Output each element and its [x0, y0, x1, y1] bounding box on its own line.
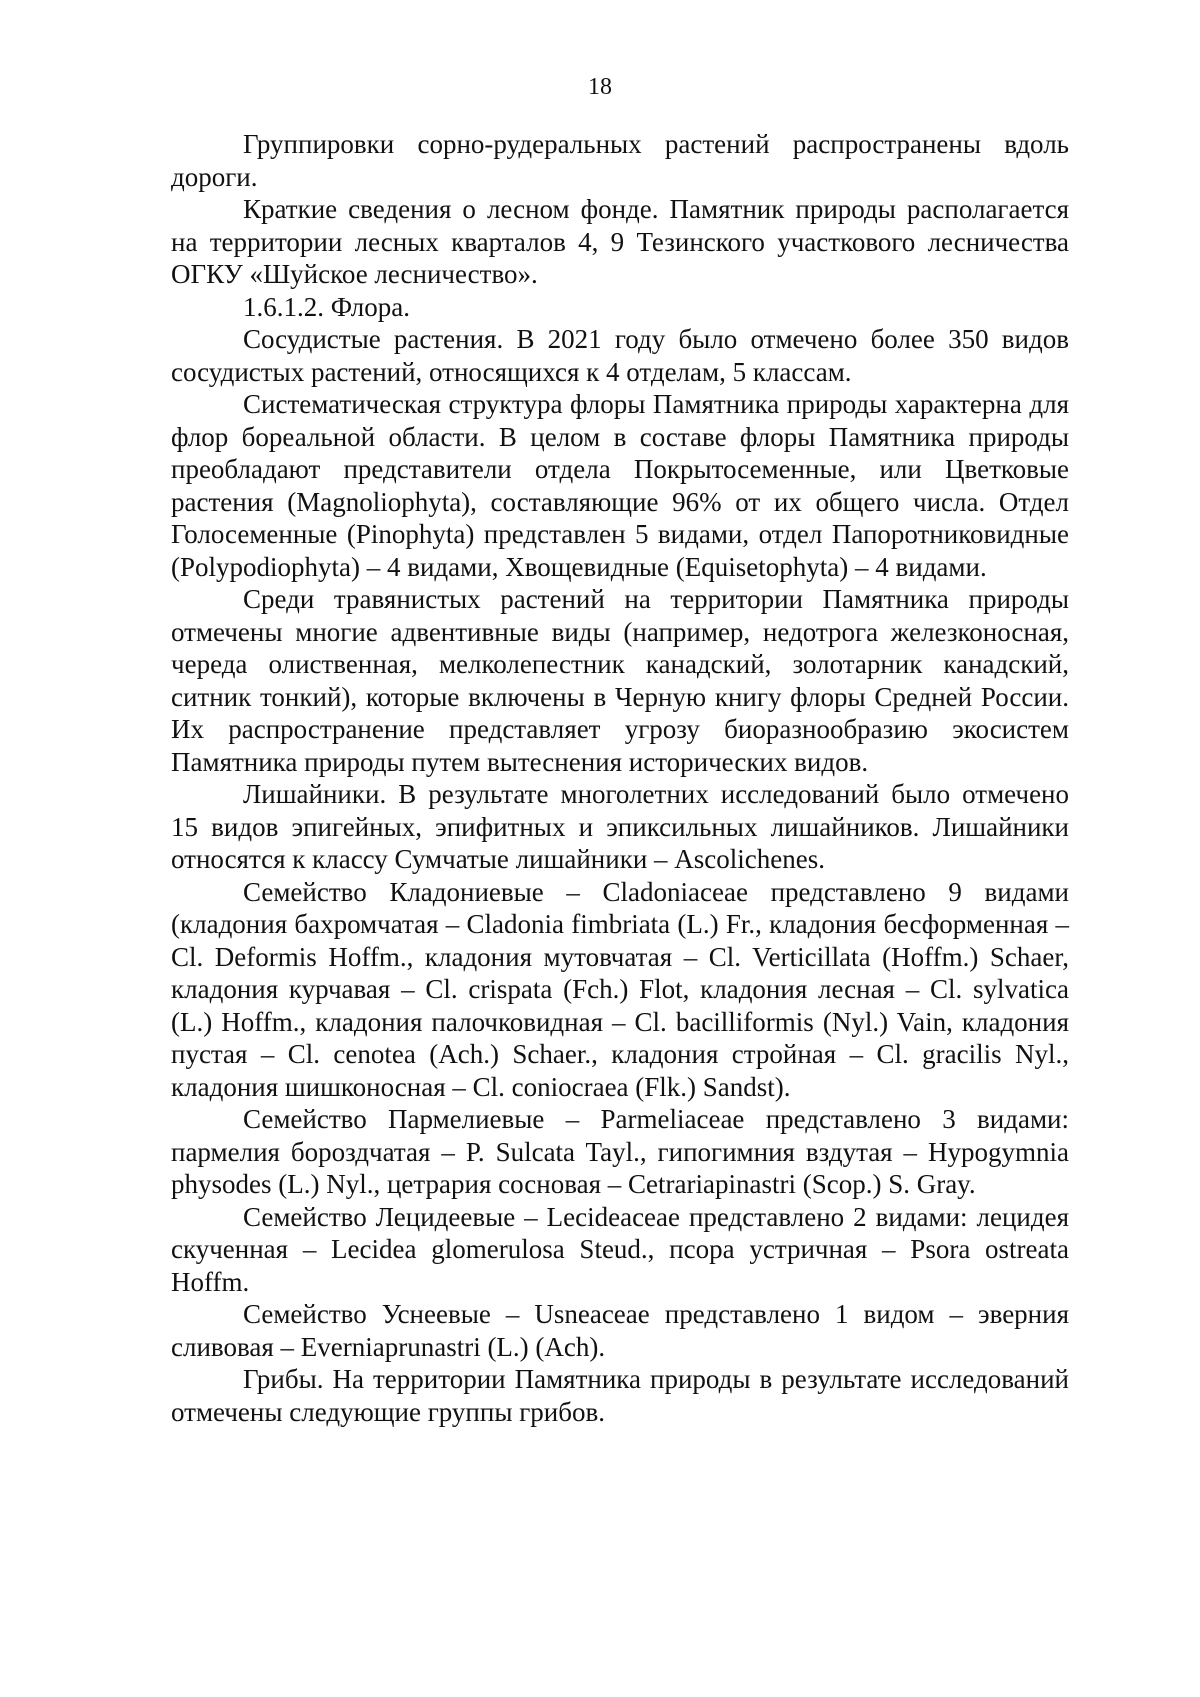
- body-text: [171, 128, 1069, 1428]
- paragraph-vascular-plants: Сосудистые растения. В 2021 году было отмечено более 350 видов сосудистых растений, относящихся к 4 отделам, 5 классам.: [171, 324, 1069, 387]
- paragraph-lecideaceae: Семейство Лецидеевые – Lecideaceae представлено 2 видами: лецидея скученная – Lecidea glomerulosa Steud., псора устричная – Psora ostreata Hoffm.: [171, 1201, 1069, 1297]
- paragraph-lichens: Лишайники. В результате многолетних исследований было отмечено 15 видов эпигейных, эпифитных и эпиксильных лишайников. Лишайники относятся к классу Сумчатые лишайники – Ascolichenes.: [171, 779, 1069, 874]
- paragraph-adventive-species: Среди травянистых растений на территории Памятника природы отмечены многие адвентивные виды (например, недотрога железконосная, череда олиственная, мелколепестник канадский, золотарник канадский, ситник тонкий), которые включены в Черную книгу флоры Средней России. Их распространение представляет угрозу биоразнообразию экосистем Памятника природы путем вытеснения исторических видов.: [171, 584, 1069, 777]
- section-heading-flora: 1.6.1.2. Флора.: [243, 291, 410, 322]
- page-number: 18: [588, 74, 612, 100]
- paragraph-ruderal-groups: Группировки сорно-рудеральных растений распространены вдоль дороги.: [171, 129, 1069, 192]
- paragraph-usneaceae: Семейство Уснеевые – Usneaceae представлено 1 видом – эверния сливовая – Everniaprunastri (L.) (Ach).: [171, 1299, 1069, 1362]
- paragraph-fungi: Грибы. На территории Памятника природы в результате исследований отмечены следующие группы грибов.: [171, 1364, 1069, 1427]
- paragraph-parmeliaceae: Семейство Пармелиевые – Parmeliaceae представлено 3 видами: пармелия бороздчатая – P. Sulcata Tayl., гипогимния вздутая – Hypogymnia physodes (L.) Nyl., цетрария сосновая – Cetrariapinastri (Scop.) S. Gray.: [171, 1104, 1069, 1199]
- paragraph-forest-fund: Краткие сведения о лесном фонде. Памятник природы располагается на территории лесных кварталов 4, 9 Тезинского участкового лесничества ОГКУ «Шуйское лесничество».: [171, 194, 1069, 289]
- paragraph-cladoniaceae: Семейство Кладониевые – Cladoniaceae представлено 9 видами (кладония бахромчатая – Cladonia fimbriata (L.) Fr., кладония бесформенная – Cl. Deformis Hoffm., кладония мутовчатая – Cl. Verticillata (Hoffm.) Schaer, кладония курчавая – Cl. crispata (Fch.) Flot, кладония лесная – Cl. sylvatica (L.) Hoffm., кладония палочковидная – Cl. bacilliformis (Nyl.) Vain, кладония пустая – Cl. cenotea (Ach.) Schaer., кладония стройная – Cl. gracilis Nyl., кладония шишконосная – Cl. coniocraea (Flk.) Sandst).: [171, 876, 1069, 1102]
- paragraph-systematic-structure: Систематическая структура флоры Памятника природы характерна для флор бореальной области. В целом в составе флоры Памятника природы преобладают представители отдела Покрытосеменные, или Цветковые растения (Magnoliophyta), составляющие 96% от их общего числа. Отдел Голосеменные (Pinophyta) представлен 5 видами, отдел Папоротниковидные (Polypodiophyta) – 4 видами, Хвощевидные (Equisetophyta) – 4 видами.: [171, 389, 1069, 582]
